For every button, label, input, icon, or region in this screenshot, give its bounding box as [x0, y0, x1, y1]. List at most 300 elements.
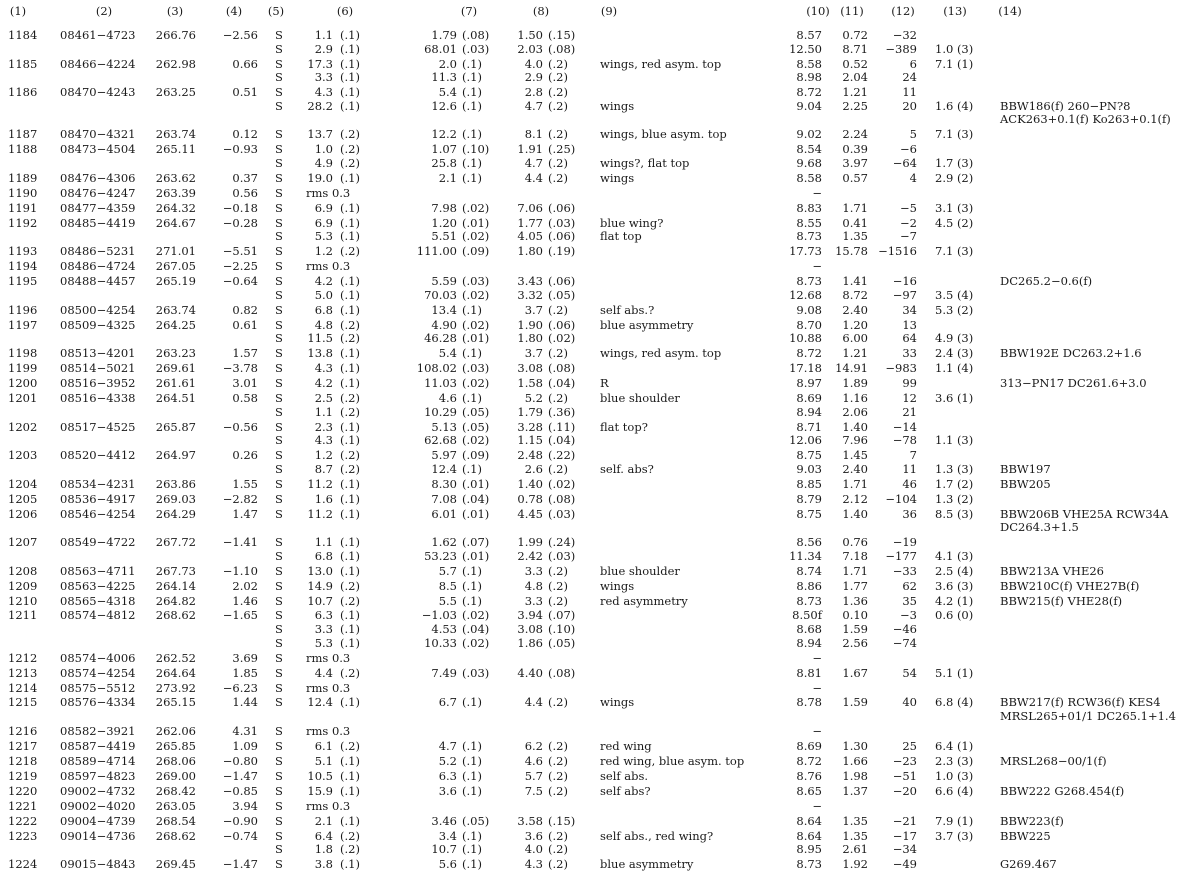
cell-c11: 1.45	[842, 448, 868, 463]
cell-type: S	[275, 170, 283, 185]
cell-peak-err: (.2)	[340, 142, 360, 157]
cell-peak: 11.2	[307, 476, 333, 491]
cell-width-err: (.05)	[548, 287, 576, 302]
column-header-10: (10)	[806, 4, 830, 18]
cell-c12: −983	[885, 361, 917, 376]
cell-peak: 4.2	[314, 274, 333, 289]
cell-b: 0.26	[232, 448, 258, 463]
cell-width-err: (.2)	[548, 768, 568, 783]
cell-vel-err: (.1)	[462, 828, 482, 843]
cell-peak-err: (.1)	[340, 274, 360, 289]
cell-b: 0.12	[232, 127, 258, 142]
cell-peak: 5.1	[314, 753, 333, 768]
cell-type: S	[275, 535, 283, 550]
cell-c10: 9.03	[796, 461, 822, 476]
cell-b: −0.85	[222, 783, 258, 798]
cell-vel-err: (.08)	[462, 28, 490, 42]
cell-id: 1206	[8, 506, 38, 521]
cell-id: 1207	[8, 535, 38, 550]
cell-peak-err: (.2)	[340, 127, 360, 142]
cell-vel: 5.7	[438, 563, 457, 578]
cell-type: S	[275, 390, 283, 405]
cell-c13: 1.0 (3)	[935, 768, 974, 783]
cell-type: S	[275, 433, 283, 448]
cell-id: 1197	[8, 317, 38, 332]
cell-c11: 1.77	[842, 578, 868, 593]
cell-vel: 10.7	[431, 842, 457, 857]
cell-vel: 3.46	[431, 813, 457, 828]
column-header-11: (11)	[840, 4, 864, 18]
cell-b: 0.82	[232, 302, 258, 317]
cell-id: 1205	[8, 491, 38, 506]
cell-peak: 4.9	[314, 155, 333, 170]
cell-l: 264.32	[155, 200, 196, 215]
cell-peak-err: (.2)	[340, 578, 360, 593]
cell-peak: 1.6	[314, 491, 333, 506]
column-header-13: (13)	[943, 4, 967, 18]
cell-b: 3.94	[232, 798, 258, 813]
cell-vel: 68.01	[424, 41, 457, 56]
cell-c12: 40	[902, 695, 917, 710]
cell-vel: 3.4	[438, 828, 457, 843]
cell-c10: 8.81	[796, 665, 822, 680]
cell-c10: 12.06	[789, 433, 822, 448]
cell-peak: 12.4	[307, 695, 333, 710]
cell-vel-err: (.1)	[462, 346, 482, 361]
cell-width-err: (.08)	[548, 361, 576, 376]
cell-c11: 0.41	[842, 215, 868, 230]
cell-id: 1208	[8, 563, 38, 578]
cell-l: 271.01	[155, 244, 196, 259]
cell-peak-err: (.1)	[340, 491, 360, 506]
cell-c12: −104	[885, 491, 917, 506]
cell-b: −1.47	[222, 768, 258, 783]
cell-width-err: (.2)	[548, 346, 568, 361]
cell-name: 08486−5231	[60, 244, 136, 259]
cell-c12: −389	[885, 41, 917, 56]
cell-c13: 1.7 (2)	[935, 476, 974, 491]
column-header-1: (1)	[9, 4, 27, 18]
cell-vel: 11.3	[431, 70, 457, 85]
cell-name: 08536−4917	[60, 491, 136, 506]
cell-type: S	[275, 28, 283, 42]
cell-vel-err: (.03)	[462, 665, 490, 680]
cell-l: 263.23	[155, 346, 196, 361]
cell-c10: 9.02	[796, 127, 822, 142]
cell-c10: 11.34	[789, 548, 822, 563]
cell-peak: 6.8	[314, 302, 333, 317]
cell-b: 0.58	[232, 390, 258, 405]
cell-c12: −78	[892, 433, 917, 448]
cell-c10: 8.73	[796, 274, 822, 289]
cell-comment: wings, red asym. top	[600, 56, 722, 71]
cell-name: 08466−4224	[60, 56, 136, 71]
cell-vel: 4.6	[438, 390, 457, 405]
cell-width: 5.2	[524, 390, 543, 405]
cell-peak: 8.7	[314, 461, 333, 476]
cell-c11: 2.56	[842, 635, 868, 650]
cell-peak-err: (.1)	[340, 361, 360, 376]
cell-comment: blue asymmetry	[600, 857, 694, 871]
cell-width: 4.45	[517, 506, 543, 521]
cell-width: 3.7	[524, 302, 543, 317]
cell-c12: −3	[900, 608, 917, 623]
cell-vel-err: (.03)	[462, 361, 490, 376]
cell-name: 08574−4006	[60, 650, 136, 665]
cell-vel-err: (.1)	[462, 390, 482, 405]
cell-vel-err: (.1)	[462, 857, 482, 871]
cell-peak: 4.2	[314, 376, 333, 390]
cell-c10: 17.73	[789, 244, 822, 259]
cell-b: 4.31	[232, 724, 258, 738]
cell-c10: −	[812, 680, 822, 695]
cell-c10: 9.08	[796, 302, 822, 317]
cell-c11: 1.67	[842, 665, 868, 680]
cell-c11: 1.71	[842, 476, 868, 491]
cell-peak-err: (.1)	[340, 56, 360, 71]
cell-width: 3.32	[517, 287, 543, 302]
cell-l: 264.64	[155, 665, 196, 680]
cell-c13: 2.9 (2)	[935, 170, 974, 185]
cell-width-err: (.2)	[548, 593, 568, 608]
cell-id: 1204	[8, 476, 38, 491]
cell-width: 1.80	[517, 331, 543, 346]
cell-c13: 2.5 (4)	[935, 563, 974, 578]
cell-width: 4.0	[524, 842, 543, 857]
cell-c11: 1.30	[842, 738, 868, 753]
cell-peak: 2.1	[314, 813, 333, 828]
cell-c12: −6	[900, 142, 917, 157]
cell-c13: 0.6 (0)	[935, 608, 974, 623]
cell-vel: 10.33	[424, 635, 457, 650]
cell-comment: self. abs?	[600, 461, 654, 476]
cell-c11: 1.41	[842, 274, 868, 289]
cell-peak-err: (.1)	[340, 768, 360, 783]
cell-width: 3.3	[524, 593, 543, 608]
cell-c12: 6	[909, 56, 917, 71]
cell-peak: 1.0	[314, 142, 333, 157]
cell-l: 265.11	[155, 142, 196, 157]
cell-c13: 4.1 (3)	[935, 548, 974, 563]
cell-c10: 8.94	[796, 404, 822, 419]
cell-b: −5.51	[222, 244, 258, 259]
cell-name: 08587−4419	[60, 738, 136, 753]
cell-type: S	[275, 155, 283, 170]
column-header-4: (4)	[225, 4, 243, 18]
cell-c12: 99	[902, 376, 917, 390]
cell-vel: 5.5	[438, 593, 457, 608]
cell-c10: −	[812, 798, 822, 813]
cell-width-err: (.19)	[548, 244, 576, 259]
cell-b: 0.37	[232, 170, 258, 185]
cell-c10: 8.50f	[792, 608, 822, 623]
cell-comment: blue shoulder	[600, 563, 680, 578]
cell-peak: 6.4	[314, 828, 333, 843]
cell-type: S	[275, 548, 283, 563]
cell-id: 1214	[8, 680, 38, 695]
cell-vel-err: (.1)	[462, 768, 482, 783]
cell-vel-err: (.1)	[462, 578, 482, 593]
cell-type: S	[275, 857, 283, 871]
cell-peak-err: (.1)	[340, 635, 360, 650]
cell-c13: 4.2 (1)	[935, 593, 974, 608]
cell-c11: 3.97	[842, 155, 868, 170]
cell-comment: wings	[600, 695, 635, 710]
cell-vel-err: (.03)	[462, 41, 490, 56]
cell-c11: 1.35	[842, 229, 868, 244]
cell-width: 4.40	[517, 665, 543, 680]
cell-vel-err: (.02)	[462, 433, 490, 448]
cell-id: 1212	[8, 650, 38, 665]
cell-c13: 7.9 (1)	[935, 813, 974, 828]
cell-id: 1186	[8, 85, 38, 100]
cell-peak-err: (.1)	[340, 548, 360, 563]
cell-c12: 5	[909, 127, 917, 142]
cell-vel-err: (.1)	[462, 563, 482, 578]
cell-type: S	[275, 506, 283, 521]
cell-c12: −20	[892, 783, 917, 798]
cell-c10: 8.95	[796, 842, 822, 857]
cell-name: 08470−4321	[60, 127, 136, 142]
cell-type: S	[275, 665, 283, 680]
cell-c12: 54	[902, 665, 917, 680]
cell-peak-err: (.2)	[340, 155, 360, 170]
cell-c11: 2.61	[842, 842, 868, 857]
cell-vel-err: (.05)	[462, 404, 490, 419]
cell-vel-err: (.02)	[462, 229, 490, 244]
cell-c12: −21	[892, 813, 917, 828]
cell-type: S	[275, 783, 283, 798]
cell-width: 3.08	[517, 361, 543, 376]
cell-peak-err: (.1)	[340, 85, 360, 100]
column-header-7: (7)	[460, 4, 478, 18]
cell-vel: 111.00	[416, 244, 457, 259]
cell-c13: 7.1 (1)	[935, 56, 974, 71]
cell-c10: 12.50	[789, 41, 822, 56]
cell-peak: 11.2	[307, 506, 333, 521]
cell-width: 4.8	[524, 578, 543, 593]
cell-c11: 2.06	[842, 404, 868, 419]
cell-vel-err: (.1)	[462, 753, 482, 768]
cell-id: 1221	[8, 798, 38, 813]
cell-vel-err: (.1)	[462, 70, 482, 85]
cell-vel: 25.8	[431, 155, 457, 170]
cell-peak: 14.9	[307, 578, 333, 593]
cell-width-err: (.08)	[548, 665, 576, 680]
cell-id: 1209	[8, 578, 38, 593]
cell-b: −2.56	[222, 28, 258, 42]
cell-l: 264.51	[155, 390, 196, 405]
cell-c12: −177	[885, 548, 917, 563]
cell-c13: 1.7 (3)	[935, 155, 974, 170]
cell-c10: 8.73	[796, 857, 822, 871]
cell-width-err: (.03)	[548, 506, 576, 521]
cell-id: 1220	[8, 783, 38, 798]
cell-c10: 8.57	[796, 28, 822, 42]
cell-vel: 2.0	[438, 56, 457, 71]
cell-comment: wings, blue asym. top	[600, 127, 727, 142]
cell-name: 08546−4254	[60, 506, 136, 521]
cell-type: S	[275, 56, 283, 71]
cell-c12: −17	[892, 828, 917, 843]
cell-width-err: (.02)	[548, 331, 576, 346]
cell-l: 265.85	[155, 738, 196, 753]
cell-identification: DC265.2−0.6(f)	[1000, 274, 1093, 289]
cell-c13: 2.3 (3)	[935, 753, 974, 768]
cell-name: 08485−4419	[60, 215, 136, 230]
cell-comment: wings, red asym. top	[600, 346, 722, 361]
cell-c12: 62	[902, 578, 917, 593]
cell-peak-err: (.2)	[340, 317, 360, 332]
cell-b: 0.66	[232, 56, 258, 71]
cell-type: S	[275, 127, 283, 142]
cell-vel-err: (.1)	[462, 593, 482, 608]
cell-comment: red asymmetry	[600, 593, 688, 608]
cell-c12: 11	[902, 461, 917, 476]
cell-b: −2.25	[222, 259, 258, 274]
cell-c10: 8.65	[796, 783, 822, 798]
cell-c11: 1.21	[842, 85, 868, 100]
cell-c11: 1.20	[842, 317, 868, 332]
cell-c11: 1.40	[842, 419, 868, 434]
cell-b: −3.78	[222, 361, 258, 376]
cell-width-err: (.08)	[548, 41, 576, 56]
cell-b: 1.57	[232, 346, 258, 361]
cell-peak: rms 0.3	[306, 650, 351, 665]
cell-type: S	[275, 635, 283, 650]
cell-peak-err: (.2)	[340, 842, 360, 857]
cell-width-err: (.06)	[548, 274, 576, 289]
cell-comment: flat top?	[600, 419, 648, 434]
cell-comment: red wing, blue asym. top	[600, 753, 745, 768]
cell-vel-err: (.01)	[462, 331, 490, 346]
cell-vel-err: (.01)	[462, 476, 490, 491]
cell-type: S	[275, 798, 283, 813]
cell-c11: 1.35	[842, 813, 868, 828]
cell-vel: 12.4	[431, 461, 457, 476]
cell-vel: 5.51	[431, 229, 457, 244]
cell-width: 2.8	[524, 85, 543, 100]
cell-vel-err: (.10)	[462, 142, 490, 157]
cell-peak: 1.1	[314, 404, 333, 419]
cell-width-err: (.07)	[548, 608, 576, 623]
cell-c12: 64	[902, 331, 917, 346]
cell-width: 1.58	[517, 376, 543, 390]
cell-vel: 4.7	[438, 738, 457, 753]
cell-b: −1.10	[222, 563, 258, 578]
cell-l: 264.29	[155, 506, 196, 521]
cell-peak: 1.8	[314, 842, 333, 857]
cell-c11: 1.71	[842, 200, 868, 215]
cell-width-err: (.2)	[548, 170, 568, 185]
column-header-8: (8)	[532, 4, 550, 18]
cell-name: 08476−4247	[60, 185, 136, 200]
cell-comment: blue shoulder	[600, 390, 680, 405]
cell-c11: 0.52	[842, 56, 868, 71]
cell-c13: 1.3 (3)	[935, 461, 974, 476]
cell-vel: 62.68	[424, 433, 457, 448]
cell-c12: −33	[892, 563, 917, 578]
cell-name: 08563−4225	[60, 578, 136, 593]
cell-c13: 6.4 (1)	[935, 738, 974, 753]
cell-vel: 6.01	[431, 506, 457, 521]
cell-comment: blue wing?	[600, 215, 664, 230]
cell-width-err: (.2)	[548, 70, 568, 85]
cell-c10: 8.94	[796, 635, 822, 650]
cell-l: 273.92	[155, 680, 196, 695]
cell-name: 08461−4723	[60, 28, 136, 42]
cell-c12: 11	[902, 85, 917, 100]
cell-peak: 6.9	[314, 215, 333, 230]
cell-l: 263.62	[155, 170, 196, 185]
cell-width: 4.05	[517, 229, 543, 244]
cell-vel-err: (.1)	[462, 461, 482, 476]
cell-peak-err: (.1)	[340, 200, 360, 215]
cell-b: 3.01	[232, 376, 258, 390]
cell-vel: 6.7	[438, 695, 457, 710]
cell-type: S	[275, 813, 283, 828]
cell-id: 1185	[8, 56, 38, 71]
cell-c13: 2.4 (3)	[935, 346, 974, 361]
cell-type: S	[275, 229, 283, 244]
cell-c10: 17.18	[789, 361, 822, 376]
cell-id: 1224	[8, 857, 38, 871]
cell-width: 7.06	[517, 200, 543, 215]
cell-type: S	[275, 753, 283, 768]
cell-type: S	[275, 622, 283, 637]
cell-width-err: (.06)	[548, 229, 576, 244]
cell-width: 3.28	[517, 419, 543, 434]
cell-width: 2.9	[524, 70, 543, 85]
cell-width-err: (.06)	[548, 200, 576, 215]
cell-identification: BBW222 G268.454(f)	[1000, 783, 1125, 798]
cell-c11: 1.40	[842, 506, 868, 521]
cell-b: −0.74	[222, 828, 258, 843]
cell-c12: −1516	[878, 244, 917, 259]
cell-id: 1203	[8, 448, 38, 463]
cell-c11: 2.04	[842, 70, 868, 85]
cell-c13: 3.7 (3)	[935, 828, 974, 843]
cell-peak-err: (.1)	[340, 70, 360, 85]
cell-id: 1196	[8, 302, 38, 317]
cell-c10: 8.64	[796, 828, 822, 843]
cell-c11: 1.36	[842, 593, 868, 608]
cell-c13: 8.5 (3)	[935, 506, 974, 521]
cell-vel-err: (.1)	[462, 695, 482, 710]
cell-vel-err: (.1)	[462, 302, 482, 317]
cell-name: 08486−4724	[60, 259, 136, 274]
cell-name: 08514−5021	[60, 361, 136, 376]
cell-c11: 2.24	[842, 127, 868, 142]
cell-identification: MRSL268−00/1(f)	[1000, 753, 1107, 768]
cell-width-err: (.2)	[548, 127, 568, 142]
cell-c13: 3.6 (1)	[935, 390, 974, 405]
cell-vel: 108.02	[416, 361, 457, 376]
cell-width: 7.5	[524, 783, 543, 798]
cell-vel: 5.97	[431, 448, 457, 463]
cell-width: 1.80	[517, 244, 543, 259]
cell-b: 1.44	[232, 695, 258, 710]
cell-c13: 6.6 (4)	[935, 783, 974, 798]
cell-c13: 1.3 (2)	[935, 491, 974, 506]
cell-id: 1189	[8, 170, 38, 185]
cell-id: 1199	[8, 361, 38, 376]
cell-l: 265.19	[155, 274, 196, 289]
cell-c12: −97	[892, 287, 917, 302]
cell-vel-err: (.04)	[462, 491, 490, 506]
cell-width: 3.7	[524, 346, 543, 361]
cell-b: 3.69	[232, 650, 258, 665]
